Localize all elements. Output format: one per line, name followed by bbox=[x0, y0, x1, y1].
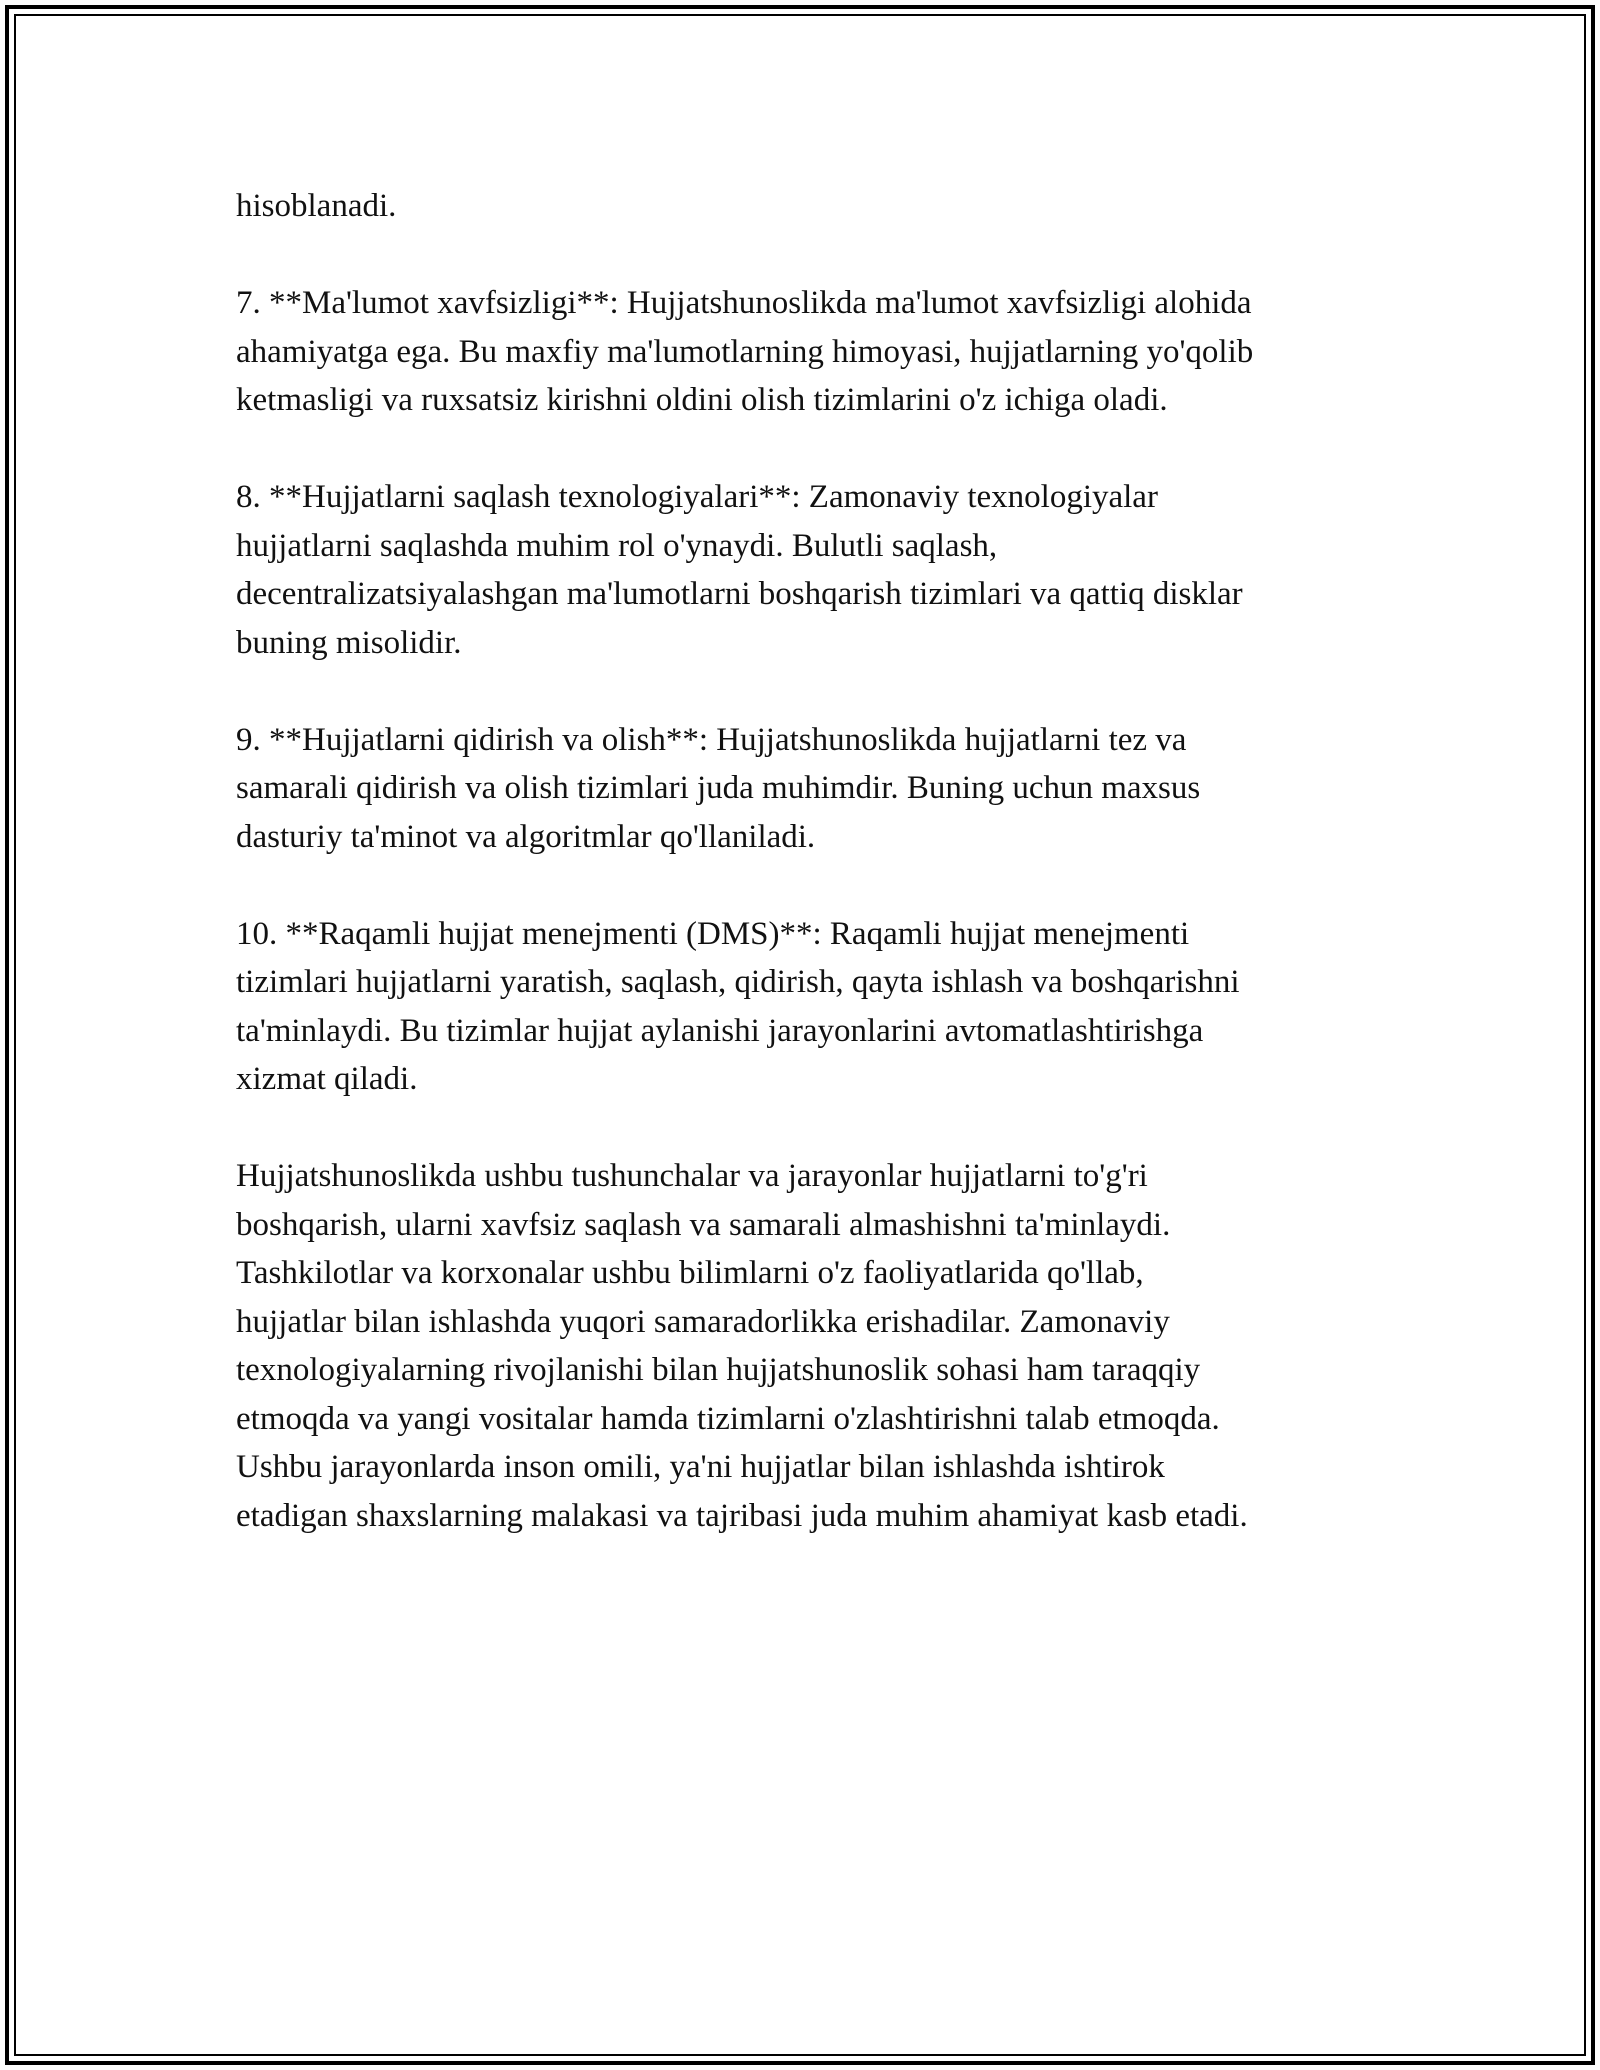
paragraph-item-10: 10. **Raqamli hujjat menejmenti (DMS)**: Raqamli hujjat menejmenti tizimlari hujjatlarni yaratish, saqlash, qidirish, qayta ishlash va boshqarishni ta'minlaydi. Bu tizimlar hujjat aylanishi jarayonlarini avtomatlashtirishga xizmat qiladi. bbox=[236, 915, 1240, 1097]
document-body bbox=[236, 182, 1396, 1589]
paragraph-continuation: hisoblanadi. bbox=[236, 188, 397, 224]
paragraph-item-9: 9. **Hujjatlarni qidirish va olish**: Hujjatshunoslikda hujjatlarni tez va samarali qidirish va olish tizimlari juda muhimdir. Buning uchun maxsus dasturiy ta'minot va algoritmlar qo'llaniladi. bbox=[236, 721, 1201, 855]
paragraph-conclusion: Hujjatshunoslikda ushbu tushunchalar va jarayonlar hujjatlarni to'g'ri boshqarish, ularni xavfsiz saqlash va samarali almashishni ta'minlaydi. Tashkilotlar va korxonalar ushbu bilimlarni o'z faoliyatlarida qo'llab, hujjatlar bilan ishlashda yuqori samaradorlikka erishadilar. Zamonaviy texnologiyalarning rivojlanishi bilan hujjatshunoslik sohasi ham taraqqiy etmoqda va yangi vositalar hamda tizimlarni o'zlashtirishni talab etmoqda. Ushbu jarayonlarda inson omili, ya'ni hujjatlar bilan ishlashda ishtirok etadigan shaxslarning malakasi va tajribasi juda muhim ahamiyat kasb etadi. bbox=[236, 1158, 1248, 1534]
paragraph-item-8: 8. **Hujjatlarni saqlash texnologiyalari**: Zamonaviy texnologiyalar hujjatlarni saqlashda muhim rol o'ynaydi. Bulutli saqlash, decentralizatsiyalashgan ma'lumotlarni boshqarish tizimlari va qattiq disklar buning misolidir. bbox=[236, 479, 1243, 661]
paragraph-item-7: 7. **Ma'lumot xavfsizligi**: Hujjatshunoslikda ma'lumot xavfsizligi alohida ahamiyatga ega. Bu maxfiy ma'lumotlarning himoyasi, hujjatlarning yo'qolib ketmasligi va ruxsatsiz kirishni oldini olish tizimlarini o'z ichiga oladi. bbox=[236, 285, 1254, 418]
